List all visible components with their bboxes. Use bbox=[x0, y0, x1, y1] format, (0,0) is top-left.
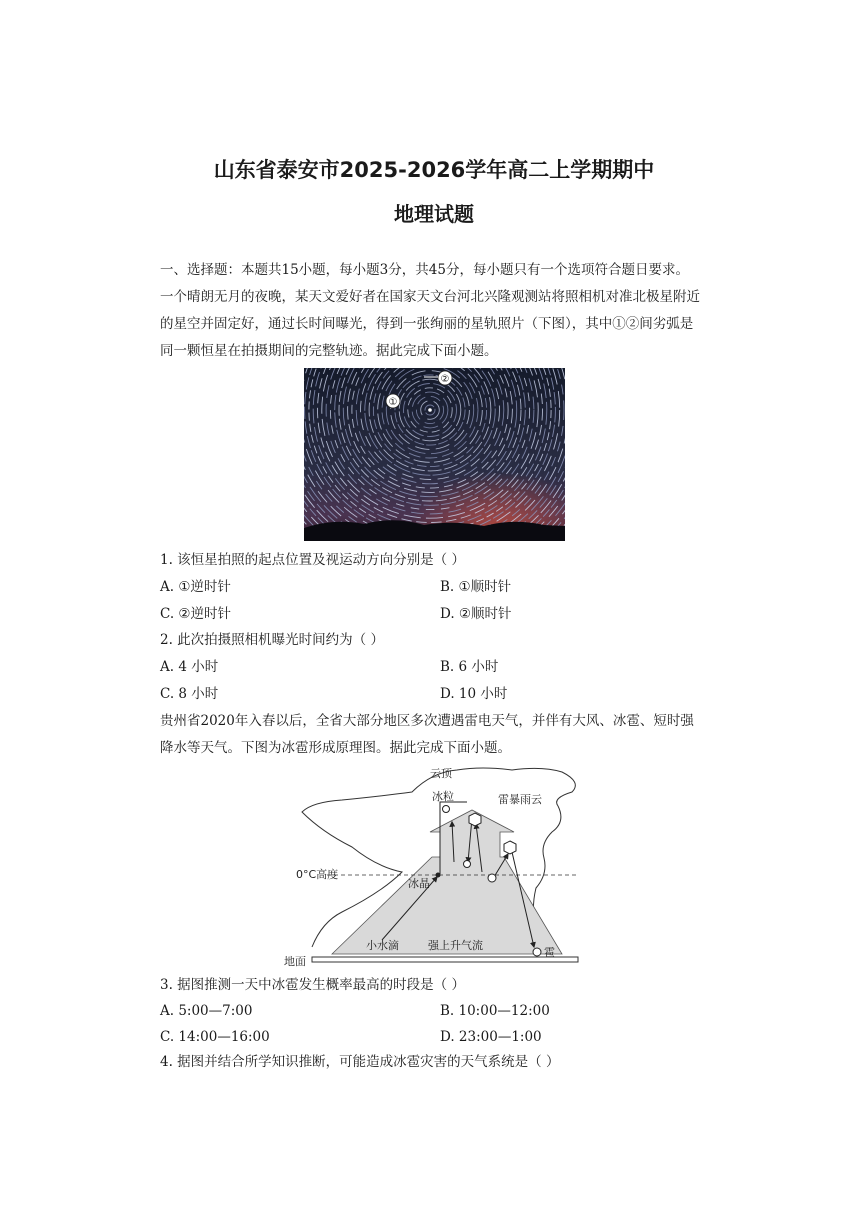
page-title: 山东省泰安市2025-2026学年高二上学期期中 bbox=[213, 158, 655, 182]
q3-option-d[interactable]: D. 23:00—1:00 bbox=[440, 1029, 542, 1045]
q4-stem: 4. 据图并结合所学知识推断，可能造成冰雹灾害的天气系统是（ ） bbox=[160, 1054, 560, 1070]
label-water-droplet: 小水滴 bbox=[366, 939, 399, 952]
label-updraft: 强上升气流 bbox=[428, 939, 483, 952]
q2-option-d[interactable]: D. 10 小时 bbox=[440, 686, 508, 702]
label-cloud-top: 云顶 bbox=[430, 767, 452, 780]
q3-option-a[interactable]: A. 5:00—7:00 bbox=[160, 1003, 253, 1019]
q3-option-b[interactable]: B. 10:00—12:00 bbox=[440, 1003, 550, 1019]
section1-line: 的星空并固定好，通过长时间曝光，得到一张绚丽的星轨照片（下图），其中①②间劣弧是 bbox=[160, 316, 694, 332]
photo-label-2: ② bbox=[440, 374, 450, 385]
q2-option-a[interactable]: A. 4 小时 bbox=[160, 659, 219, 675]
q1-option-a[interactable]: A. ①逆时针 bbox=[160, 579, 231, 595]
photo-label-1: ① bbox=[388, 397, 398, 408]
section1-line: 一个晴朗无月的夜晚，某天文爱好者在国家天文台河北兴隆观测站将照相机对准北极星附近 bbox=[160, 289, 700, 305]
label-hail: 雹 bbox=[544, 946, 555, 959]
q3-option-c[interactable]: C. 14:00—16:00 bbox=[160, 1029, 270, 1045]
label-ground: 地面 bbox=[284, 955, 306, 968]
section1-line: 同一颗恒星在拍摄期间的完整轨迹。据此完成下面小题。 bbox=[160, 343, 498, 359]
star-trail-photo bbox=[304, 368, 565, 541]
q1-stem: 1. 该恒星拍照的起点位置及视运动方向分别是（ ） bbox=[160, 552, 465, 568]
q1-option-d[interactable]: D. ②顺时针 bbox=[440, 606, 512, 622]
q1-option-c[interactable]: C. ②逆时针 bbox=[160, 606, 232, 622]
q2-option-c[interactable]: C. 8 小时 bbox=[160, 686, 219, 702]
label-ice-crystal: 冰晶 bbox=[408, 877, 430, 890]
hail-formation-diagram bbox=[282, 762, 588, 968]
q1-option-b[interactable]: B. ①顺时针 bbox=[440, 579, 512, 595]
section2-line: 降水等天气。下图为冰雹形成原理图。据此完成下面小题。 bbox=[160, 740, 511, 756]
q2-option-b[interactable]: B. 6 小时 bbox=[440, 659, 499, 675]
section2-line: 贵州省2020年入春以后，全省大部分地区多次遭遇雷电天气，并伴有大风、冰雹、短时强 bbox=[160, 713, 694, 729]
page-subtitle: 地理试题 bbox=[394, 202, 474, 226]
q2-stem: 2. 此次拍摄照相机曝光时间约为（ ） bbox=[160, 632, 384, 648]
label-ice-grain: 冰粒 bbox=[432, 790, 454, 803]
section1-line: 一、选择题：本题共15小题，每小题3分，共45分，每小题只有一个选项符合题日要求。 bbox=[160, 262, 689, 278]
label-freezing-level: 0°C高度 bbox=[296, 868, 339, 881]
q3-stem: 3. 据图推测一天中冰雹发生概率最高的时段是（ ） bbox=[160, 977, 465, 993]
label-thundercloud: 雷暴雨云 bbox=[498, 793, 542, 806]
